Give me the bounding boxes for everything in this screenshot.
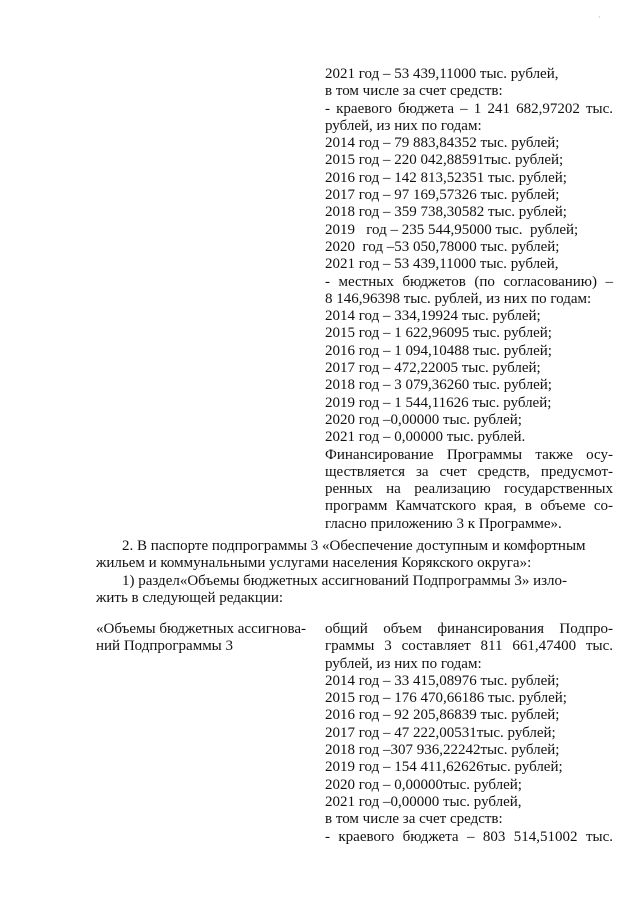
text-line: 2016 год – 142 813,52351 тыс. рублей; xyxy=(325,169,567,186)
text-line: - краевого бюджета – 1 241 682,97202 тыс. xyxy=(325,100,613,117)
text-line: 2014 год – 79 883,84352 тыс. рублей; xyxy=(325,135,560,152)
page-mark: · xyxy=(598,13,601,22)
text-line: 2020 год – 0,00000тыс. рублей; xyxy=(325,776,522,793)
text-line: 2019 год – 154 411,62626тыс. рублей; xyxy=(325,759,563,776)
text-line: 2021 год – 53 439,11000 тыс. рублей, xyxy=(325,66,559,82)
text-line: в том числе за счет средств: xyxy=(325,811,503,828)
text-line: 2015 год – 220 042,88591тыс. рублей; xyxy=(325,152,564,169)
section-2 xyxy=(96,538,614,607)
section-paragraph-line: 2. В паспорте подпрограммы 3 «Обеспечение доступным и комфортным xyxy=(122,538,586,554)
text-line: 2021 год – 53 439,11000 тыс. рублей, xyxy=(325,256,559,273)
text-line: 2020 год –53 050,78000 тыс. рублей; xyxy=(325,238,560,255)
text-line: 2017 год – 472,22005 тыс. рублей; xyxy=(325,360,541,377)
table-label-line: ний Подпрограммы 3 xyxy=(96,638,234,655)
text-line: 2015 год – 1 622,96095 тыс. рублей; xyxy=(325,325,552,342)
table-label-cell xyxy=(96,621,306,656)
section-paragraph-line: жить в следующей редакции: xyxy=(96,589,284,606)
text-line: 2014 год – 334,19924 тыс. рублей; xyxy=(325,308,541,325)
text-line: 2017 год – 47 222,00531тыс. рублей; xyxy=(325,724,556,741)
text-line: общий объем финансирования Подпро- xyxy=(325,621,613,637)
text-line: ществляется за счет средств, предусмот- xyxy=(325,463,613,480)
text-line: - местных бюджетов (по согласованию) – xyxy=(325,273,613,290)
text-line: рублей, из них по годам: xyxy=(325,117,482,134)
text-line: 2020 год –0,00000 тыс. рублей; xyxy=(325,411,522,428)
text-line: 2016 год – 1 094,10488 тыс. рублей; xyxy=(325,342,552,359)
text-line: 8 146,96398 тыс. рублей, из них по годам: xyxy=(325,290,592,307)
text-line: Финансирование Программы также осу- xyxy=(325,446,613,463)
top-financing-block xyxy=(325,66,613,533)
text-line: 2018 год –307 936,22242тыс. рублей; xyxy=(325,742,560,759)
section-paragraph-line: 1) раздел«Объемы бюджетных ассигнований Подпрограммы 3» изло- xyxy=(122,572,568,589)
text-line: 2017 год – 97 169,57326 тыс. рублей; xyxy=(325,187,560,204)
budget-table xyxy=(96,621,614,901)
text-line: 2019 год – 235 544,95000 тыс. рублей; xyxy=(325,221,579,238)
text-line: ренных на реализацию государственных xyxy=(325,481,613,498)
text-line: 2015 год – 176 470,66186 тыс. рублей; xyxy=(325,690,567,707)
text-line: 2016 год – 92 205,86839 тыс. рублей; xyxy=(325,707,560,724)
text-line: в том числе за счет средств: xyxy=(325,83,503,100)
table-label-line: «Объемы бюджетных ассигнова- xyxy=(96,621,306,637)
text-line: - краевого бюджета – 803 514,51002 тыс. xyxy=(325,828,613,845)
text-line: 2018 год – 3 079,36260 тыс. рублей; xyxy=(325,377,552,394)
text-line: гласно приложению 3 к Программе». xyxy=(325,515,562,532)
text-line: 2019 год – 1 544,11626 тыс. рублей; xyxy=(325,394,552,411)
table-value-cell xyxy=(325,621,613,846)
text-line: 2021 год –0,00000 тыс. рублей, xyxy=(325,793,522,810)
text-line: 2021 год – 0,00000 тыс. рублей. xyxy=(325,429,526,446)
text-line: 2014 год – 33 415,08976 тыс. рублей; xyxy=(325,672,560,689)
text-line: рублей, из них по годам: xyxy=(325,655,482,672)
text-line: 2018 год – 359 738,30582 тыс. рублей; xyxy=(325,204,567,221)
section-paragraph-line: жильем и коммунальными услугами населения Корякского округа»: xyxy=(96,555,532,572)
text-line: программ Камчатского края, в объеме со- xyxy=(325,498,613,515)
text-line: граммы 3 составляет 811 661,47400 тыс. xyxy=(325,638,613,655)
